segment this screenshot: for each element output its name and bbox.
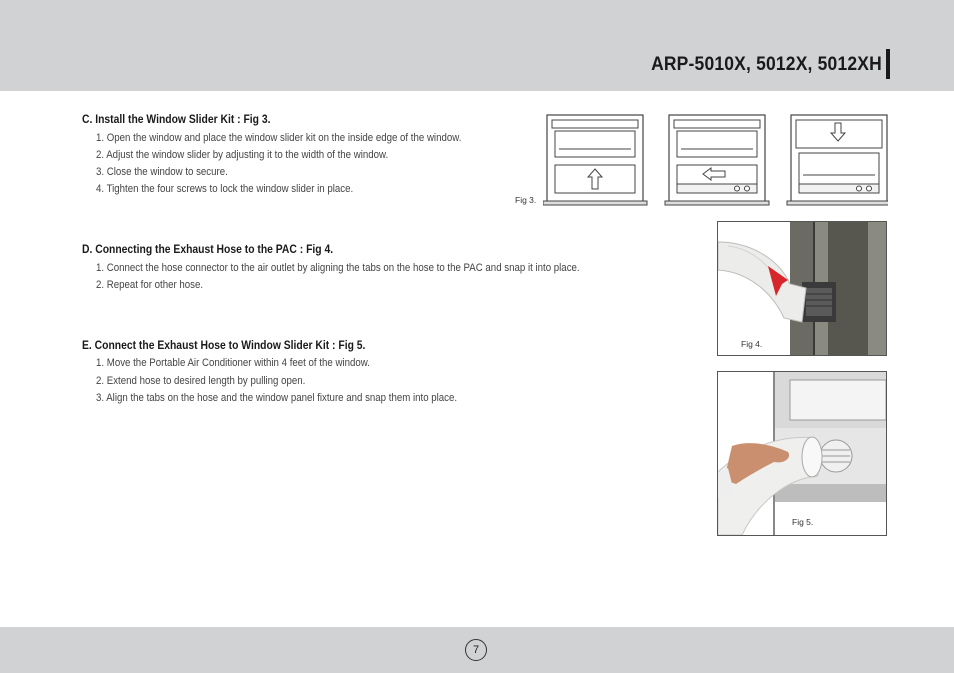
fig5-caption: Fig 5.: [792, 517, 814, 527]
fig4-caption: Fig 4.: [741, 339, 763, 349]
section-c-step-2: 2. Adjust the window slider by adjusting it to the width of the window.: [96, 149, 389, 161]
window-diagram-1: [543, 115, 647, 205]
section-e-step-2: 2. Extend hose to desired length by pulling open.: [96, 375, 306, 387]
section-d-step-2: 2. Repeat for other hose.: [96, 279, 204, 291]
page-number-badge: 7: [465, 639, 487, 661]
fig5-photo: [717, 371, 887, 536]
section-c-step-4: 4. Tighten the four screws to lock the window slider in place.: [96, 183, 354, 195]
section-c-step-3: 3. Close the window to secure.: [96, 166, 228, 178]
section-e-step-3: 3. Align the tabs on the hose and the window panel fixture and snap them into place.: [96, 392, 458, 404]
page-title: ARP-5010X, 5012X, 5012XH: [651, 54, 882, 75]
fig3-caption: Fig 3.: [515, 195, 537, 205]
fig3-window-diagrams: [543, 113, 888, 208]
section-e-step-1: 1. Move the Portable Air Conditioner within 4 feet of the window.: [96, 357, 370, 369]
window-diagram-3: [787, 115, 888, 205]
section-c-step-1: 1. Open the window and place the window slider kit on the inside edge of the window.: [96, 132, 462, 144]
page-header-band: [0, 0, 954, 91]
section-c-heading: C. Install the Window Slider Kit : Fig 3.: [82, 114, 271, 126]
section-e-heading: E. Connect the Exhaust Hose to Window Slider Kit : Fig 5.: [82, 340, 366, 352]
section-d-heading: D. Connecting the Exhaust Hose to the PAC : Fig 4.: [82, 244, 334, 256]
fig4-photo: [717, 221, 887, 356]
section-d-step-1: 1. Connect the hose connector to the air outlet by aligning the tabs on the hose to the PAC and snap it into place.: [96, 262, 580, 274]
title-accent-bar: [886, 49, 890, 79]
window-diagram-2: [665, 115, 769, 205]
